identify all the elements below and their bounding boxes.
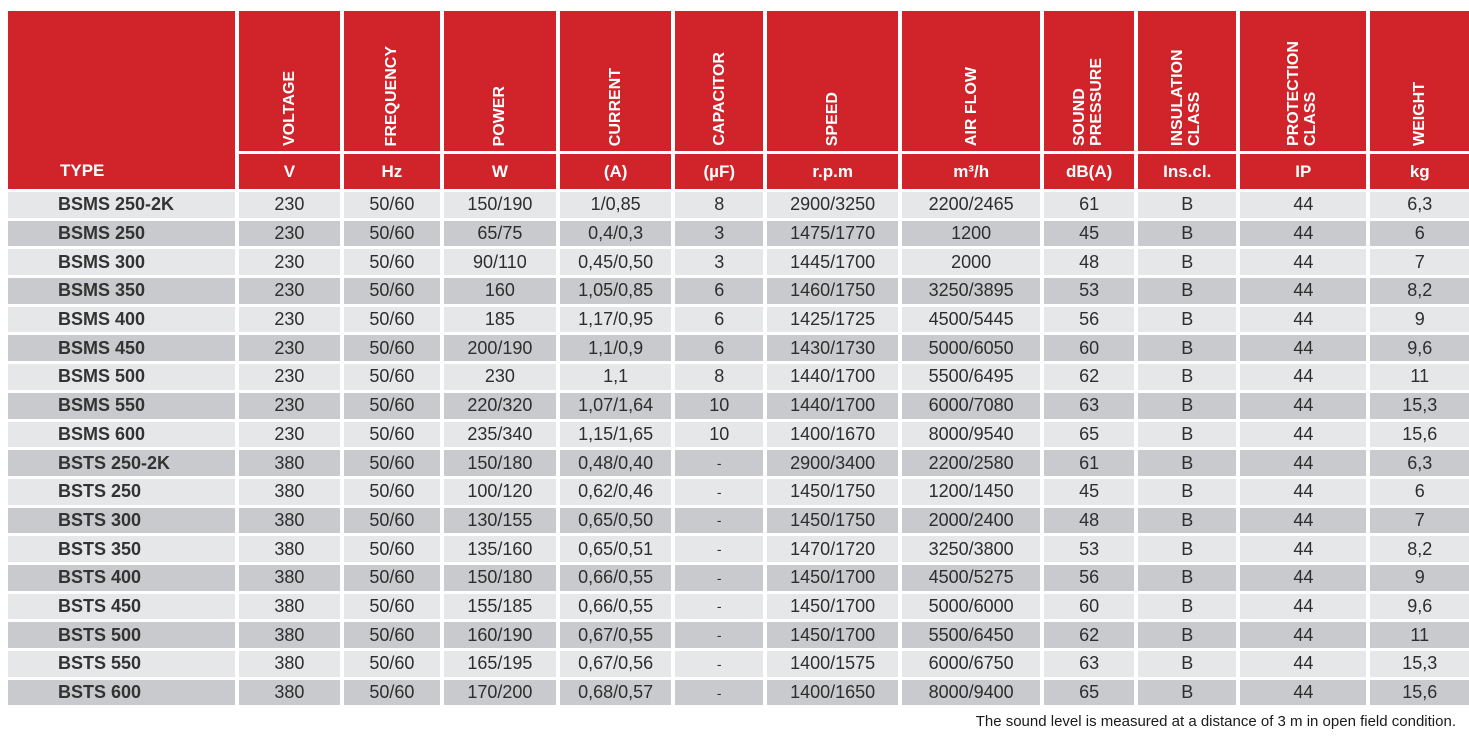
speed-cell: 2900/3250 <box>767 192 898 218</box>
power-cell: 150/180 <box>444 565 556 591</box>
frequency-cell: 50/60 <box>344 192 440 218</box>
voltage-cell: 380 <box>239 651 340 677</box>
type-cell: BSMS 250-2K <box>8 192 235 218</box>
airflow-cell: 2000 <box>902 249 1040 275</box>
current-cell: 1/0,85 <box>560 192 672 218</box>
insulation-class-cell: B <box>1138 192 1236 218</box>
type-cell: BSMS 350 <box>8 278 235 304</box>
sound-pressure-cell: 60 <box>1044 335 1134 361</box>
weight-cell: 15,6 <box>1370 680 1469 706</box>
frequency-unit: Hz <box>344 154 440 189</box>
current-cell: 0,45/0,50 <box>560 249 672 275</box>
weight-cell: 6 <box>1370 221 1469 247</box>
power-cell: 130/155 <box>444 508 556 534</box>
airflow-unit: m³/h <box>902 154 1040 189</box>
airflow-cell: 6000/7080 <box>902 393 1040 419</box>
current-cell: 0,4/0,3 <box>560 221 672 247</box>
protection-class-cell: 44 <box>1240 479 1366 505</box>
current-cell: 1,1/0,9 <box>560 335 672 361</box>
table-body <box>8 192 1469 705</box>
voltage-cell: 230 <box>239 335 340 361</box>
weight-cell: 8,2 <box>1370 278 1469 304</box>
insulation-class-cell: B <box>1138 278 1236 304</box>
table-row <box>8 307 1469 333</box>
current-cell: 0,68/0,57 <box>560 680 672 706</box>
table-row <box>8 536 1469 562</box>
power-cell: 90/110 <box>444 249 556 275</box>
sound-pressure-cell: 53 <box>1044 278 1134 304</box>
sound-pressure-cell: 63 <box>1044 651 1134 677</box>
current-cell: 1,07/1,64 <box>560 393 672 419</box>
protection-class-cell: 44 <box>1240 192 1366 218</box>
voltage-cell: 380 <box>239 536 340 562</box>
table-row <box>8 364 1469 390</box>
voltage-cell: 380 <box>239 565 340 591</box>
voltage-cell: 230 <box>239 278 340 304</box>
frequency-header: FREQUENCY <box>344 11 440 151</box>
header-label-row <box>8 11 1469 151</box>
weight-cell: 8,2 <box>1370 536 1469 562</box>
sound-pressure-cell: 61 <box>1044 192 1134 218</box>
capacitor-cell: 8 <box>675 364 763 390</box>
frequency-cell: 50/60 <box>344 536 440 562</box>
power-cell: 155/185 <box>444 594 556 620</box>
power-cell: 230 <box>444 364 556 390</box>
speed-cell: 1430/1730 <box>767 335 898 361</box>
capacitor-cell: - <box>675 450 763 476</box>
frequency-cell: 50/60 <box>344 479 440 505</box>
speed-cell: 1450/1750 <box>767 479 898 505</box>
protection-class-cell: 44 <box>1240 450 1366 476</box>
airflow-cell: 2200/2465 <box>902 192 1040 218</box>
sound-pressure-cell: 65 <box>1044 422 1134 448</box>
frequency-cell: 50/60 <box>344 450 440 476</box>
type-cell: BSMS 500 <box>8 364 235 390</box>
type-cell: BSTS 500 <box>8 622 235 648</box>
table-row <box>8 221 1469 247</box>
table-row <box>8 680 1469 706</box>
capacitor-cell: - <box>675 680 763 706</box>
protection-class-cell: 44 <box>1240 622 1366 648</box>
protection-class-cell: 44 <box>1240 508 1366 534</box>
voltage-cell: 230 <box>239 422 340 448</box>
protection-class-header: PROTECTION CLASS <box>1240 11 1366 151</box>
capacitor-cell: - <box>675 651 763 677</box>
capacitor-cell: - <box>675 508 763 534</box>
weight-cell: 7 <box>1370 249 1469 275</box>
sound-pressure-cell: 63 <box>1044 393 1134 419</box>
insulation-class-cell: B <box>1138 680 1236 706</box>
table-row <box>8 594 1469 620</box>
type-cell: BSMS 250 <box>8 221 235 247</box>
capacitor-cell: - <box>675 594 763 620</box>
power-cell: 160 <box>444 278 556 304</box>
frequency-cell: 50/60 <box>344 335 440 361</box>
capacitor-cell: 6 <box>675 307 763 333</box>
voltage-cell: 230 <box>239 393 340 419</box>
power-cell: 150/180 <box>444 450 556 476</box>
protection-class-cell: 44 <box>1240 307 1366 333</box>
speed-cell: 1450/1700 <box>767 565 898 591</box>
airflow-cell: 5000/6000 <box>902 594 1040 620</box>
current-cell: 0,67/0,55 <box>560 622 672 648</box>
insulation-class-cell: B <box>1138 450 1236 476</box>
protection-class-cell: 44 <box>1240 536 1366 562</box>
power-cell: 200/190 <box>444 335 556 361</box>
speed-unit: r.p.m <box>767 154 898 189</box>
speed-header: SPEED <box>767 11 898 151</box>
frequency-cell: 50/60 <box>344 307 440 333</box>
protection-class-cell: 44 <box>1240 594 1366 620</box>
weight-cell: 15,3 <box>1370 393 1469 419</box>
protection-class-cell: 44 <box>1240 393 1366 419</box>
weight-cell: 11 <box>1370 364 1469 390</box>
insulation-class-cell: B <box>1138 565 1236 591</box>
power-cell: 165/195 <box>444 651 556 677</box>
airflow-cell: 5500/6495 <box>902 364 1040 390</box>
frequency-cell: 50/60 <box>344 508 440 534</box>
current-cell: 1,05/0,85 <box>560 278 672 304</box>
table-row <box>8 335 1469 361</box>
table-row <box>8 278 1469 304</box>
sound-pressure-cell: 56 <box>1044 307 1134 333</box>
voltage-unit: V <box>239 154 340 189</box>
airflow-cell: 3250/3895 <box>902 278 1040 304</box>
protection-class-unit: IP <box>1240 154 1366 189</box>
airflow-cell: 8000/9400 <box>902 680 1040 706</box>
frequency-cell: 50/60 <box>344 594 440 620</box>
speed-cell: 1470/1720 <box>767 536 898 562</box>
capacitor-cell: 6 <box>675 335 763 361</box>
table-row <box>8 565 1469 591</box>
type-cell: BSMS 400 <box>8 307 235 333</box>
weight-cell: 11 <box>1370 622 1469 648</box>
weight-cell: 6 <box>1370 479 1469 505</box>
protection-class-cell: 44 <box>1240 565 1366 591</box>
voltage-header: VOLTAGE <box>239 11 340 151</box>
voltage-cell: 380 <box>239 680 340 706</box>
power-cell: 160/190 <box>444 622 556 648</box>
frequency-cell: 50/60 <box>344 249 440 275</box>
sound-pressure-cell: 62 <box>1044 622 1134 648</box>
protection-class-cell: 44 <box>1240 422 1366 448</box>
current-cell: 1,17/0,95 <box>560 307 672 333</box>
table-row <box>8 192 1469 218</box>
footnote: The sound level is measured at a distance of 3 m in open field condition. <box>975 713 1456 730</box>
type-cell: BSTS 250-2K <box>8 450 235 476</box>
table-row <box>8 249 1469 275</box>
speed-cell: 1425/1725 <box>767 307 898 333</box>
type-cell: BSTS 600 <box>8 680 235 706</box>
voltage-cell: 380 <box>239 450 340 476</box>
current-header: CURRENT <box>560 11 672 151</box>
airflow-cell: 4500/5275 <box>902 565 1040 591</box>
current-cell: 0,65/0,51 <box>560 536 672 562</box>
speed-cell: 1440/1700 <box>767 364 898 390</box>
frequency-cell: 50/60 <box>344 278 440 304</box>
current-cell: 1,1 <box>560 364 672 390</box>
voltage-cell: 230 <box>239 249 340 275</box>
insulation-class-cell: B <box>1138 508 1236 534</box>
insulation-class-cell: B <box>1138 536 1236 562</box>
frequency-cell: 50/60 <box>344 364 440 390</box>
sound-pressure-cell: 48 <box>1044 508 1134 534</box>
capacitor-cell: - <box>675 565 763 591</box>
sound-pressure-cell: 61 <box>1044 450 1134 476</box>
speed-cell: 1400/1575 <box>767 651 898 677</box>
weight-cell: 9 <box>1370 565 1469 591</box>
spec-table <box>4 8 1469 708</box>
power-header: POWER <box>444 11 556 151</box>
voltage-cell: 380 <box>239 622 340 648</box>
table-row <box>8 508 1469 534</box>
power-cell: 65/75 <box>444 221 556 247</box>
capacitor-cell: 8 <box>675 192 763 218</box>
capacitor-cell: - <box>675 622 763 648</box>
airflow-cell: 5000/6050 <box>902 335 1040 361</box>
weight-cell: 15,6 <box>1370 422 1469 448</box>
sound-pressure-header: SOUND PRESSURE <box>1044 11 1134 151</box>
frequency-cell: 50/60 <box>344 422 440 448</box>
weight-cell: 7 <box>1370 508 1469 534</box>
sound-pressure-cell: 48 <box>1044 249 1134 275</box>
sound-pressure-cell: 62 <box>1044 364 1134 390</box>
type-cell: BSMS 550 <box>8 393 235 419</box>
power-cell: 150/190 <box>444 192 556 218</box>
protection-class-cell: 44 <box>1240 249 1366 275</box>
capacitor-header: CAPACITOR <box>675 11 763 151</box>
weight-unit: kg <box>1370 154 1469 189</box>
voltage-cell: 380 <box>239 508 340 534</box>
type-cell: BSTS 550 <box>8 651 235 677</box>
type-cell: BSMS 450 <box>8 335 235 361</box>
voltage-cell: 230 <box>239 192 340 218</box>
capacitor-cell: - <box>675 479 763 505</box>
capacitor-cell: 3 <box>675 221 763 247</box>
voltage-cell: 380 <box>239 479 340 505</box>
airflow-cell: 6000/6750 <box>902 651 1040 677</box>
insulation-class-cell: B <box>1138 622 1236 648</box>
insulation-class-cell: B <box>1138 651 1236 677</box>
capacitor-cell: 3 <box>675 249 763 275</box>
voltage-cell: 380 <box>239 594 340 620</box>
speed-cell: 1400/1650 <box>767 680 898 706</box>
type-cell: BSTS 250 <box>8 479 235 505</box>
insulation-class-cell: B <box>1138 249 1236 275</box>
insulation-class-unit: Ins.cl. <box>1138 154 1236 189</box>
table-row <box>8 422 1469 448</box>
sound-pressure-cell: 60 <box>1044 594 1134 620</box>
frequency-cell: 50/60 <box>344 221 440 247</box>
airflow-cell: 3250/3800 <box>902 536 1040 562</box>
airflow-cell: 2200/2580 <box>902 450 1040 476</box>
weight-cell: 6,3 <box>1370 450 1469 476</box>
capacitor-cell: - <box>675 536 763 562</box>
insulation-class-cell: B <box>1138 479 1236 505</box>
type-cell: BSTS 400 <box>8 565 235 591</box>
airflow-cell: 8000/9540 <box>902 422 1040 448</box>
insulation-class-cell: B <box>1138 422 1236 448</box>
power-cell: 100/120 <box>444 479 556 505</box>
table-row <box>8 622 1469 648</box>
current-cell: 0,48/0,40 <box>560 450 672 476</box>
table-row <box>8 450 1469 476</box>
current-cell: 0,65/0,50 <box>560 508 672 534</box>
power-cell: 185 <box>444 307 556 333</box>
weight-header: WEIGHT <box>1370 11 1469 151</box>
power-unit: W <box>444 154 556 189</box>
insulation-class-cell: B <box>1138 335 1236 361</box>
voltage-cell: 230 <box>239 307 340 333</box>
airflow-cell: 2000/2400 <box>902 508 1040 534</box>
current-unit: (A) <box>560 154 672 189</box>
airflow-cell: 5500/6450 <box>902 622 1040 648</box>
power-cell: 170/200 <box>444 680 556 706</box>
power-cell: 235/340 <box>444 422 556 448</box>
protection-class-cell: 44 <box>1240 651 1366 677</box>
weight-cell: 9,6 <box>1370 335 1469 361</box>
airflow-cell: 4500/5445 <box>902 307 1040 333</box>
current-cell: 0,66/0,55 <box>560 594 672 620</box>
frequency-cell: 50/60 <box>344 565 440 591</box>
insulation-class-cell: B <box>1138 594 1236 620</box>
protection-class-cell: 44 <box>1240 680 1366 706</box>
power-cell: 220/320 <box>444 393 556 419</box>
capacitor-cell: 10 <box>675 393 763 419</box>
capacitor-cell: 10 <box>675 422 763 448</box>
table-row <box>8 651 1469 677</box>
frequency-cell: 50/60 <box>344 680 440 706</box>
speed-cell: 1460/1750 <box>767 278 898 304</box>
current-cell: 1,15/1,65 <box>560 422 672 448</box>
sound-pressure-cell: 56 <box>1044 565 1134 591</box>
current-cell: 0,67/0,56 <box>560 651 672 677</box>
insulation-class-header: INSULATION CLASS <box>1138 11 1236 151</box>
current-cell: 0,66/0,55 <box>560 565 672 591</box>
speed-cell: 1450/1750 <box>767 508 898 534</box>
insulation-class-cell: B <box>1138 393 1236 419</box>
protection-class-cell: 44 <box>1240 364 1366 390</box>
voltage-cell: 230 <box>239 221 340 247</box>
capacitor-cell: 6 <box>675 278 763 304</box>
type-header: TYPE <box>8 11 235 189</box>
capacitor-unit: (µF) <box>675 154 763 189</box>
airflow-cell: 1200/1450 <box>902 479 1040 505</box>
type-cell: BSTS 300 <box>8 508 235 534</box>
speed-cell: 1450/1700 <box>767 622 898 648</box>
speed-cell: 1400/1670 <box>767 422 898 448</box>
weight-cell: 9,6 <box>1370 594 1469 620</box>
type-cell: BSMS 300 <box>8 249 235 275</box>
sound-pressure-cell: 53 <box>1044 536 1134 562</box>
frequency-cell: 50/60 <box>344 651 440 677</box>
insulation-class-cell: B <box>1138 307 1236 333</box>
speed-cell: 2900/3400 <box>767 450 898 476</box>
protection-class-cell: 44 <box>1240 221 1366 247</box>
table-row <box>8 479 1469 505</box>
airflow-cell: 1200 <box>902 221 1040 247</box>
voltage-cell: 230 <box>239 364 340 390</box>
weight-cell: 9 <box>1370 307 1469 333</box>
current-cell: 0,62/0,46 <box>560 479 672 505</box>
airflow-header: AIR FLOW <box>902 11 1040 151</box>
type-cell: BSTS 350 <box>8 536 235 562</box>
sound-pressure-cell: 65 <box>1044 680 1134 706</box>
frequency-cell: 50/60 <box>344 622 440 648</box>
sound-pressure-cell: 45 <box>1044 479 1134 505</box>
type-cell: BSMS 600 <box>8 422 235 448</box>
speed-cell: 1440/1700 <box>767 393 898 419</box>
type-cell: BSTS 450 <box>8 594 235 620</box>
protection-class-cell: 44 <box>1240 335 1366 361</box>
speed-cell: 1445/1700 <box>767 249 898 275</box>
table-row <box>8 393 1469 419</box>
speed-cell: 1450/1700 <box>767 594 898 620</box>
weight-cell: 6,3 <box>1370 192 1469 218</box>
sound-pressure-cell: 45 <box>1044 221 1134 247</box>
insulation-class-cell: B <box>1138 221 1236 247</box>
insulation-class-cell: B <box>1138 364 1236 390</box>
weight-cell: 15,3 <box>1370 651 1469 677</box>
speed-cell: 1475/1770 <box>767 221 898 247</box>
protection-class-cell: 44 <box>1240 278 1366 304</box>
sound-pressure-unit: dB(A) <box>1044 154 1134 189</box>
power-cell: 135/160 <box>444 536 556 562</box>
frequency-cell: 50/60 <box>344 393 440 419</box>
